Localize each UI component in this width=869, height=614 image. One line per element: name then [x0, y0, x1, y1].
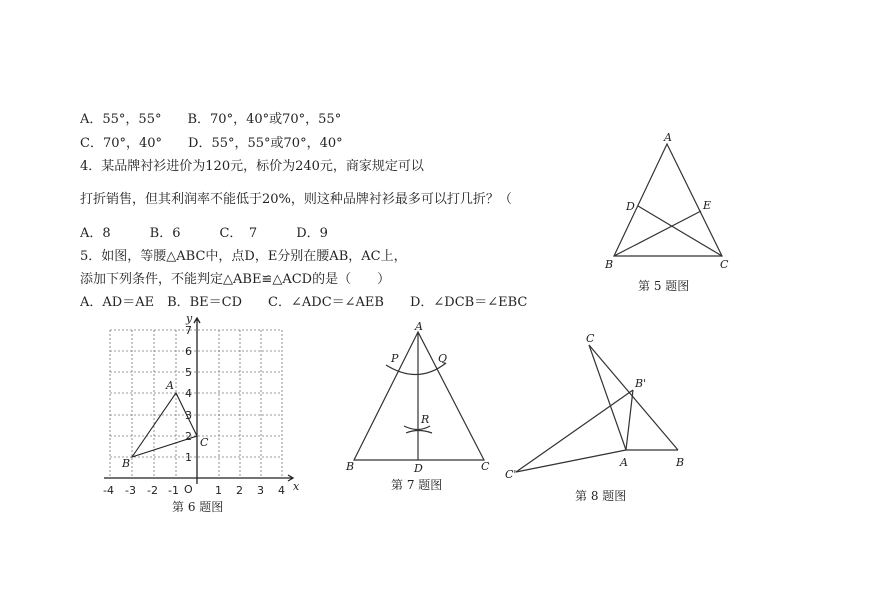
fig8-segment-ca [589, 345, 626, 450]
fig8-label-b-prime: B' [635, 377, 647, 390]
fig6-x-tick: -1 [168, 484, 179, 497]
fig7-label-a: A [415, 320, 423, 333]
fig5-caption: 第 5 题图 [638, 279, 690, 293]
fig6-y-tick: 6 [185, 345, 192, 358]
fig6-y-tick: 3 [185, 409, 192, 422]
q5-stem-line2: 添加下列条件，不能判定△ABE≌△ACD的是（ ） [80, 272, 391, 287]
fig8-label-c: C [586, 332, 595, 345]
fig6-label-b: B [122, 457, 131, 470]
fig6-x-tick: 1 [215, 484, 222, 497]
fig6-y-tick: 5 [185, 366, 192, 379]
fig6-y-tick: 7 [185, 324, 192, 337]
fig8-label-b: B [676, 456, 685, 469]
q5-options: A．AD＝AE B．BE＝CD C．∠ADC＝∠AEB D．∠DCB＝∠EBC [80, 295, 528, 310]
fig5-label-a: A [664, 131, 672, 144]
fig6-axis-y-label: y [186, 312, 193, 325]
fig6-y-tick: 4 [185, 387, 192, 400]
q5-stem-line1: 5．如图，等腰△ABC中，点D，E分别在腰AB，AC上， [80, 249, 407, 264]
fig7-label-r: R [421, 413, 430, 426]
fig6-label-c: C [200, 436, 209, 449]
fig5-label-c: C [720, 258, 729, 271]
fig6-origin-label: O [184, 483, 193, 496]
fig8-segment-a-b-prime [626, 390, 633, 450]
fig5-label-e: E [703, 199, 712, 212]
fig6-y-tick: 2 [185, 430, 192, 443]
q4-stem-line2: 打折销售，但其利润率不能低于20%，则这种品牌衬衫最多可以打几折？（ [80, 192, 512, 207]
fig6-x-tick: 2 [236, 484, 243, 497]
fig7-caption: 第 7 题图 [391, 478, 443, 492]
q4-options: A．8 B．6 C． 7 D．9 [80, 226, 328, 241]
fig6-y-tick: 1 [185, 451, 192, 464]
fig7-label-p: P [391, 352, 399, 365]
fig7-label-q: Q [438, 352, 448, 365]
q4-stem-line1: 4．某品牌衬衫进价为120元，标价为240元，商家规定可以 [80, 159, 424, 174]
fig6-x-tick: -3 [125, 484, 136, 497]
fig8-label-a: A [620, 456, 628, 469]
fig6-x-tick: -4 [103, 484, 114, 497]
fig7-label-d: D [414, 462, 423, 475]
fig6-axis-x-label: x [293, 480, 300, 493]
q3-options-row2: C．70°，40° D．55°，55°或70°，40° [80, 136, 343, 151]
fig7-label-b: B [346, 460, 355, 473]
fig7-label-c: C [481, 460, 490, 473]
fig6-label-a: A [166, 379, 174, 392]
fig6-caption: 第 6 题图 [172, 500, 224, 514]
fig6-x-tick: 4 [278, 484, 285, 497]
fig6-x-tick: 3 [257, 484, 264, 497]
fig6-x-tick: -2 [147, 484, 158, 497]
fig8-label-c-prime: C' [505, 468, 517, 481]
fig8-caption: 第 8 题图 [575, 489, 627, 503]
q3-options-row1: A．55°，55° B．70°，40°或70°，55° [80, 112, 342, 127]
fig5-label-b: B [605, 258, 614, 271]
fig8-segment-cb [589, 345, 678, 450]
fig5-label-d: D [626, 200, 635, 213]
